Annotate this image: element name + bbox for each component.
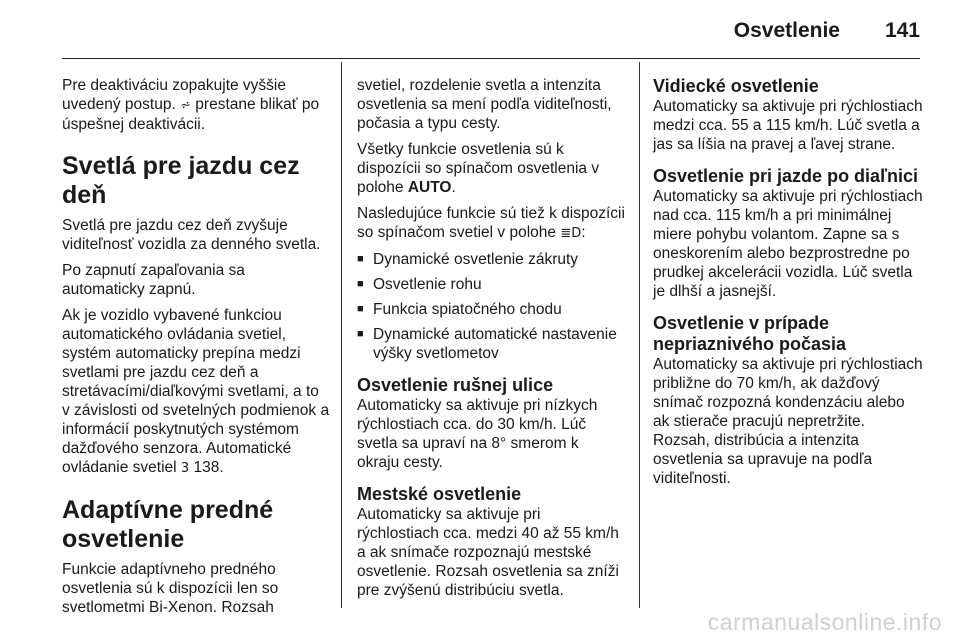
fog-light-icon: ⩫ [180, 98, 191, 113]
column-2 [357, 76, 625, 607]
auto-position-label: AUTO [407, 179, 452, 196]
paragraph: Automaticky sa aktivuje pri rýchlostiach medzi cca. 55 a 115 km/h. Lúč svetla a jas sa líšia na pravej a ľavej strane. [653, 98, 923, 153]
heading-daytime-running-lights: Svetlá pre jazdu cez deň [62, 152, 300, 209]
column-3 [653, 76, 925, 495]
low-beam-icon: ≣D [560, 226, 582, 241]
heading-country-lighting: Vidiecké osvetlenie [653, 76, 819, 96]
paragraph: Po zapnutí zapaľovania sa automaticky zapnú. [62, 262, 245, 298]
heading-adaptive-lighting: Adaptívne predné osvetlenie [62, 496, 274, 553]
paragraph: Pre deaktiváciu zopakujte vyššie uvedený postup. ⩫ prestane blikať po úspešnej deaktivácii. [62, 77, 320, 133]
paragraph: Funkcie adaptívneho predného osvetlenia sú k dispozícii len so svetlometmi Bi-Xenon. Rozsah [62, 561, 279, 616]
list-item: ■ Funkcia spiatočného chodu [357, 300, 625, 319]
paragraph: Automaticky sa aktivuje pri rýchlostiach nad cca. 115 km/h a pri minimálnej miere pohybu volantom. Zapne sa s oneskorením alebo bezprostredne po prudkej akcelerácii vozidla. Lúč svetla je dlhší a jasnejší. [653, 188, 923, 300]
column-1 [62, 76, 330, 624]
list-item: ■ Dynamické osvetlenie zákruty [357, 250, 625, 269]
list-item: ■ Osvetlenie rohu [357, 275, 625, 294]
heading-busy-street: Osvetlenie rušnej ulice [357, 375, 554, 395]
heading-motorway-lighting: Osvetlenie pri jazde po diaľnici [653, 166, 919, 186]
paragraph: Automaticky sa aktivuje pri rýchlostiach približne do 70 km/h, ak dažďový snímač rozpozná kondenzáciu alebo ak stierače pracujú nepretržite. Rozsah, distribúcia a intenzita osvetlenia sa upravuje na podľa viditeľnosti. [653, 356, 923, 487]
paragraph: Nasledujúce funkcie sú tiež k dispozícii so spínačom svetiel v polohe ≣D: [357, 205, 625, 241]
paragraph: Ak je vozidlo vybavené funkciou automatického ovládania svetiel, systém automaticky prepína medzi svetlami pre jazdu cez deň a stretávacími/diaľkovými svetlami, a to v závislosti od svetelných podmienok a informácií poskytnutých systémom dažďového senzora. Automatické ovládanie svetiel 3 138. [62, 307, 330, 476]
page-title: Osvetlenie [733, 19, 840, 42]
paragraph: Automaticky sa aktivuje pri nízkych rýchlostiach cca. do 30 km/h. Lúč svetla sa upraví na 8° smerom k okraju cesty. [357, 397, 598, 471]
page-reference-symbol: 3 [180, 461, 190, 476]
page-reference[interactable]: 138. [193, 459, 224, 476]
paragraph: Všetky funkcie osvetlenia sú k dispozícii so spínačom osvetlenia v polohe AUTO. [357, 141, 600, 196]
column-divider [639, 62, 640, 608]
column-divider [341, 62, 342, 608]
paragraph: Svetlá pre jazdu cez deň zvyšuje viditeľnosť vozidla za denného svetla. [62, 217, 321, 253]
feature-list [357, 250, 625, 363]
page-number: 141 [884, 19, 920, 42]
heading-bad-weather-lighting: Osvetlenie v prípade nepriaznivého počasia [653, 313, 847, 354]
list-item: ■ Dynamické automatické nastavenie výšky svetlometov [357, 325, 625, 363]
paragraph: Automaticky sa aktivuje pri rýchlostiach cca. medzi 40 až 55 km/h a ak snímače rozpoznajú mestské osvetlenie. Rozsah osvetlenia sa zníži pre zvýšenú distribúciu svetla. [357, 506, 619, 599]
watermark: carmanualsonline.info [707, 609, 942, 635]
paragraph: svetiel, rozdelenie svetla a intenzita osvetlenia sa mení podľa viditeľnosti, počasia a typu cesty. [357, 77, 612, 132]
heading-town-lighting: Mestské osvetlenie [357, 484, 522, 504]
page-header [62, 0, 920, 59]
